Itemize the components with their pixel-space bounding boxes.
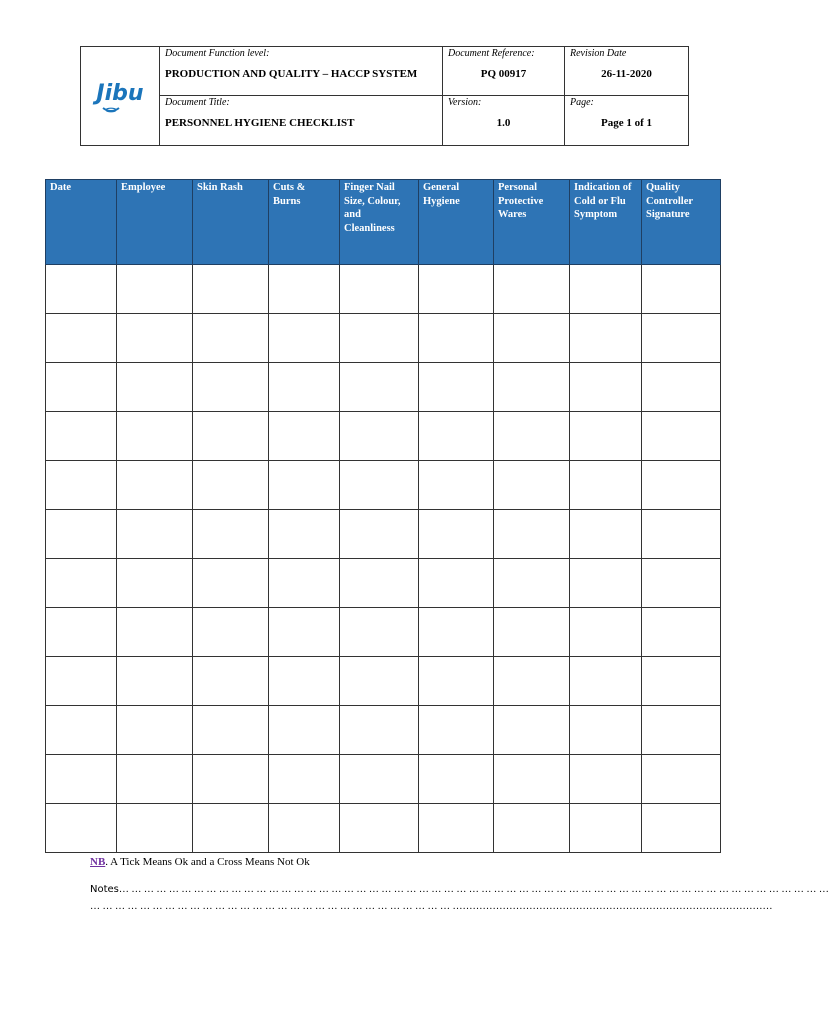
checklist-cell[interactable]	[642, 559, 721, 608]
checklist-cell[interactable]	[117, 363, 193, 412]
checklist-cell[interactable]	[117, 608, 193, 657]
page-value: Page 1 of 1	[600, 117, 652, 129]
checklist-cell[interactable]	[193, 265, 269, 314]
checklist-cell[interactable]	[494, 314, 570, 363]
checklist-cell[interactable]	[419, 706, 494, 755]
title-label: Document Title:	[165, 97, 230, 108]
logo-cell	[81, 47, 160, 146]
checklist-cell[interactable]	[269, 461, 340, 510]
checklist-cell[interactable]	[642, 412, 721, 461]
checklist-cell[interactable]	[570, 706, 642, 755]
checklist-cell[interactable]	[570, 412, 642, 461]
table-row	[46, 461, 721, 510]
checklist-cell[interactable]	[494, 804, 570, 853]
checklist-cell[interactable]	[340, 804, 419, 853]
notes-dots-1: … … … … … … … … … … … … … … … … … … … … … … … … … … … … … … … … … … … … … … … … … … … … … … … … … … … … … … … … …	[118, 884, 829, 895]
checklist-cell[interactable]	[494, 755, 570, 804]
table-row	[46, 510, 721, 559]
checklist-cell[interactable]	[193, 755, 269, 804]
checklist-cell[interactable]	[570, 608, 642, 657]
checklist-cell[interactable]	[193, 804, 269, 853]
checklist-cell[interactable]	[570, 461, 642, 510]
checklist-cell[interactable]	[494, 657, 570, 706]
checklist-cell[interactable]	[642, 755, 721, 804]
checklist-cell[interactable]	[46, 559, 117, 608]
checklist-cell[interactable]	[117, 559, 193, 608]
checklist-cell[interactable]	[46, 706, 117, 755]
checklist-cell[interactable]	[46, 755, 117, 804]
checklist-cell[interactable]	[494, 706, 570, 755]
checklist-cell[interactable]	[193, 314, 269, 363]
col-qc-signature: Quality Controller Signature	[642, 180, 721, 265]
checklist-cell[interactable]	[46, 412, 117, 461]
col-cold-flu: Indication of Cold or Flu Symptom	[570, 180, 642, 265]
function-level-value: PRODUCTION AND QUALITY – HACCP SYSTEM	[165, 68, 418, 80]
nb-note	[90, 856, 310, 868]
checklist-cell[interactable]	[46, 363, 117, 412]
checklist-cell[interactable]	[340, 461, 419, 510]
checklist-cell[interactable]	[419, 657, 494, 706]
checklist-cell[interactable]	[494, 412, 570, 461]
table-row	[46, 755, 721, 804]
hygiene-checklist-table	[45, 179, 721, 853]
checklist-cell[interactable]	[117, 412, 193, 461]
checklist-cell[interactable]	[269, 265, 340, 314]
version-value: 1.0	[496, 117, 511, 129]
checklist-cell[interactable]	[642, 706, 721, 755]
table-row	[46, 608, 721, 657]
table-row	[46, 412, 721, 461]
checklist-cell[interactable]	[117, 755, 193, 804]
checklist-cell[interactable]	[193, 706, 269, 755]
checklist-cell[interactable]	[117, 706, 193, 755]
col-date: Date	[46, 180, 117, 265]
revision-label: Revision Date	[570, 48, 627, 59]
checklist-cell[interactable]	[419, 559, 494, 608]
checklist-cell[interactable]	[494, 363, 570, 412]
checklist-cell[interactable]	[419, 608, 494, 657]
jibu-logo	[89, 72, 151, 116]
checklist-cell[interactable]	[340, 608, 419, 657]
checklist-cell[interactable]	[419, 510, 494, 559]
nb-text: . A Tick Means Ok and a Cross Means Not Ok	[105, 856, 310, 868]
col-cuts-burns: Cuts & Burns	[269, 180, 340, 265]
col-employee: Employee	[117, 180, 193, 265]
checklist-cell[interactable]	[46, 608, 117, 657]
checklist-cell[interactable]	[193, 363, 269, 412]
checklist-cell[interactable]	[269, 363, 340, 412]
checklist-cell[interactable]	[570, 510, 642, 559]
checklist-cell[interactable]	[570, 363, 642, 412]
checklist-cell[interactable]	[419, 265, 494, 314]
checklist-cell[interactable]	[340, 755, 419, 804]
checklist-cell[interactable]	[269, 804, 340, 853]
checklist-cell[interactable]	[46, 510, 117, 559]
title-value: PERSONNEL HYGIENE CHECKLIST	[165, 117, 355, 129]
logo-text: Jibu	[96, 80, 144, 106]
checklist-cell[interactable]	[269, 657, 340, 706]
checklist-cell[interactable]	[494, 510, 570, 559]
checklist-cell[interactable]	[46, 461, 117, 510]
checklist-cell[interactable]	[193, 657, 269, 706]
checklist-cell[interactable]	[642, 804, 721, 853]
table-row	[46, 559, 721, 608]
table-row	[46, 314, 721, 363]
checklist-cell[interactable]	[570, 657, 642, 706]
reference-label: Document Reference:	[448, 48, 535, 59]
col-finger-nail: Finger Nail Size, Colour, and Cleanliness	[340, 180, 419, 265]
checklist-cell[interactable]	[642, 657, 721, 706]
revision-value: 26-11-2020	[601, 68, 652, 80]
checklist-cell[interactable]	[117, 657, 193, 706]
table-row	[46, 363, 721, 412]
checklist-cell[interactable]	[269, 314, 340, 363]
page-label: Page:	[570, 97, 594, 108]
checklist-cell[interactable]	[570, 314, 642, 363]
notes-label: Notes	[90, 884, 119, 895]
checklist-cell[interactable]	[269, 559, 340, 608]
notes-area[interactable]	[90, 881, 829, 915]
checklist-cell[interactable]	[117, 461, 193, 510]
checklist-cell[interactable]	[419, 755, 494, 804]
checklist-cell[interactable]	[269, 755, 340, 804]
table-row	[46, 706, 721, 755]
checklist-cell[interactable]	[269, 608, 340, 657]
checklist-cell[interactable]	[419, 412, 494, 461]
checklist-cell[interactable]	[117, 265, 193, 314]
checklist-cell[interactable]	[570, 804, 642, 853]
checklist-cell[interactable]	[340, 363, 419, 412]
checklist-cell[interactable]	[117, 804, 193, 853]
checklist-cell[interactable]	[193, 510, 269, 559]
revision-cell	[565, 47, 689, 96]
page-cell	[565, 96, 689, 146]
checklist-cell[interactable]	[340, 657, 419, 706]
checklist-cell[interactable]	[642, 265, 721, 314]
checklist-cell[interactable]	[193, 461, 269, 510]
checklist-cell[interactable]	[642, 608, 721, 657]
checklist-cell[interactable]	[193, 608, 269, 657]
checklist-cell[interactable]	[642, 363, 721, 412]
table-header-row	[46, 180, 721, 265]
title-cell	[160, 96, 443, 146]
col-skin-rash: Skin Rash	[193, 180, 269, 265]
table-row	[46, 265, 721, 314]
col-protective-wares: Personal Protective Wares	[494, 180, 570, 265]
checklist-cell[interactable]	[117, 314, 193, 363]
checklist-cell[interactable]	[340, 510, 419, 559]
version-cell	[443, 96, 565, 146]
checklist-cell[interactable]	[570, 559, 642, 608]
checklist-cell[interactable]	[46, 314, 117, 363]
checklist-cell[interactable]	[642, 314, 721, 363]
checklist-cell[interactable]	[642, 510, 721, 559]
checklist-cell[interactable]	[570, 755, 642, 804]
document-header	[80, 46, 689, 146]
reference-value: PQ 00917	[480, 68, 527, 80]
checklist-cell[interactable]	[340, 412, 419, 461]
checklist-cell[interactable]	[494, 608, 570, 657]
checklist-cell[interactable]	[419, 461, 494, 510]
checklist-cell[interactable]	[117, 510, 193, 559]
table-row	[46, 657, 721, 706]
function-level-label: Document Function level:	[165, 48, 270, 59]
checklist-cell[interactable]	[642, 461, 721, 510]
reference-cell	[443, 47, 565, 96]
checklist-cell[interactable]	[193, 412, 269, 461]
checklist-cell[interactable]	[46, 265, 117, 314]
checklist-cell[interactable]	[46, 657, 117, 706]
checklist-cell[interactable]	[494, 265, 570, 314]
checklist-cell[interactable]	[269, 510, 340, 559]
checklist-cell[interactable]	[494, 559, 570, 608]
table-row	[46, 804, 721, 853]
checklist-cell[interactable]	[193, 559, 269, 608]
function-level-cell	[160, 47, 443, 96]
col-general-hygiene: General Hygiene	[419, 180, 494, 265]
checklist-cell[interactable]	[419, 314, 494, 363]
table-body	[46, 265, 721, 853]
checklist-cell[interactable]	[46, 804, 117, 853]
checklist-cell[interactable]	[419, 363, 494, 412]
checklist-cell[interactable]	[340, 265, 419, 314]
notes-line-1	[90, 881, 829, 898]
notes-line-2: … … … … … … … … … … … … … … … … … … … … … … … … … … … … … ……………………………………………………………………………………	[90, 901, 773, 912]
checklist-cell[interactable]	[269, 706, 340, 755]
checklist-cell[interactable]	[269, 412, 340, 461]
checklist-cell[interactable]	[340, 706, 419, 755]
checklist-cell[interactable]	[419, 804, 494, 853]
checklist-cell[interactable]	[570, 265, 642, 314]
version-label: Version:	[448, 97, 482, 108]
checklist-cell[interactable]	[494, 461, 570, 510]
checklist-cell[interactable]	[340, 314, 419, 363]
nb-link[interactable]: NB	[90, 856, 106, 868]
checklist-cell[interactable]	[340, 559, 419, 608]
